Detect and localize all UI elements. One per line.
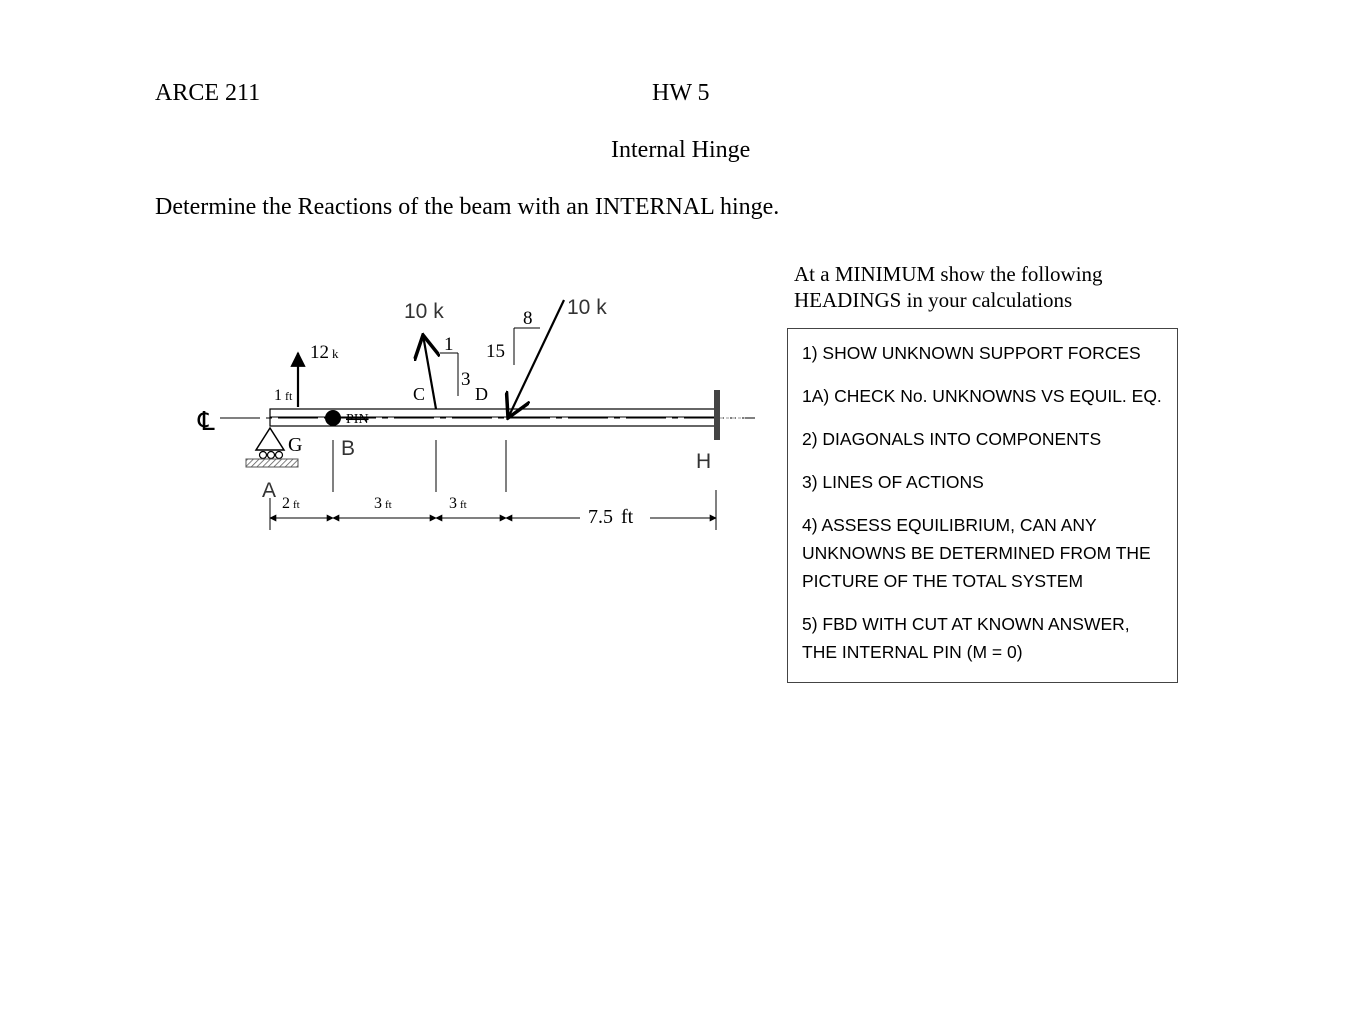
fixed-support-h <box>714 390 720 440</box>
step-item: 4) ASSESS EQUILIBRIUM, CAN ANY UNKNOWNS BE DETERMINED FROM THE PICTURE OF THE TOTAL SYSTEM <box>802 515 1151 591</box>
load-d-arrow <box>508 300 564 418</box>
roller-wheel <box>260 452 267 459</box>
page-subtitle: Internal Hinge <box>611 137 751 163</box>
step-item: 1) SHOW UNKNOWN SUPPORT FORCES <box>802 343 1141 363</box>
internal-pin <box>325 410 341 426</box>
steps-box <box>787 328 1178 683</box>
point-h-label: H <box>696 450 712 473</box>
roller-wheel <box>268 452 275 459</box>
minimum-note-line-2: HEADINGS in your calculations <box>794 288 1073 312</box>
dimension-label: 3 <box>449 495 457 512</box>
dimension-unit: ft <box>621 506 634 528</box>
dimension-label: 3 <box>374 495 382 512</box>
pin-label: PIN <box>346 412 369 427</box>
course-code: ARCE 211 <box>155 80 261 106</box>
slope-d-b: 15 <box>486 341 505 362</box>
step-item: 2) DIAGONALS INTO COMPONENTS <box>802 429 1102 449</box>
slope-c-b: 3 <box>461 369 471 390</box>
load-12k-unit: k <box>332 346 339 361</box>
step-item: 5) FBD WITH CUT AT KNOWN ANSWER, THE INTERNAL PIN (M = 0) <box>802 614 1130 662</box>
offset-unit: ft <box>285 389 293 403</box>
dimension-unit: ft <box>385 499 392 511</box>
dimension-label: 2 <box>282 495 290 512</box>
problem-instruction: Determine the Reactions of the beam with an INTERNAL hinge. <box>155 194 780 220</box>
roller-wheel <box>276 452 283 459</box>
point-d-label: D <box>475 384 488 404</box>
load-c-label: 10 k <box>404 300 444 323</box>
ground-hatch <box>246 459 298 467</box>
minimum-note <box>794 261 1103 313</box>
slope-c-a: 1 <box>444 334 454 355</box>
point-a-label: A <box>262 479 277 502</box>
point-g-label: G <box>288 434 303 456</box>
slope-d-a: 8 <box>523 308 533 329</box>
beam-diagram <box>190 290 770 550</box>
centerline-symbol: ℄ <box>198 407 215 436</box>
point-c-label: C <box>413 384 426 404</box>
load-d-label: 10 k <box>567 296 607 319</box>
step-item: 3) LINES OF ACTIONS <box>802 472 984 492</box>
dimension-unit: ft <box>460 499 467 511</box>
dimension-label: 7.5 <box>588 506 613 528</box>
roller-support <box>256 428 284 450</box>
minimum-note-line-1: At a MINIMUM show the following <box>794 262 1103 286</box>
assignment-title: HW 5 <box>652 80 710 106</box>
point-b-label: B <box>341 437 356 460</box>
dimension-unit: ft <box>293 499 300 511</box>
offset-value: 1 <box>274 387 282 404</box>
load-12k-value: 12 <box>310 342 329 363</box>
step-item: 1A) CHECK No. UNKNOWNS VS EQUIL. EQ. <box>802 386 1162 406</box>
